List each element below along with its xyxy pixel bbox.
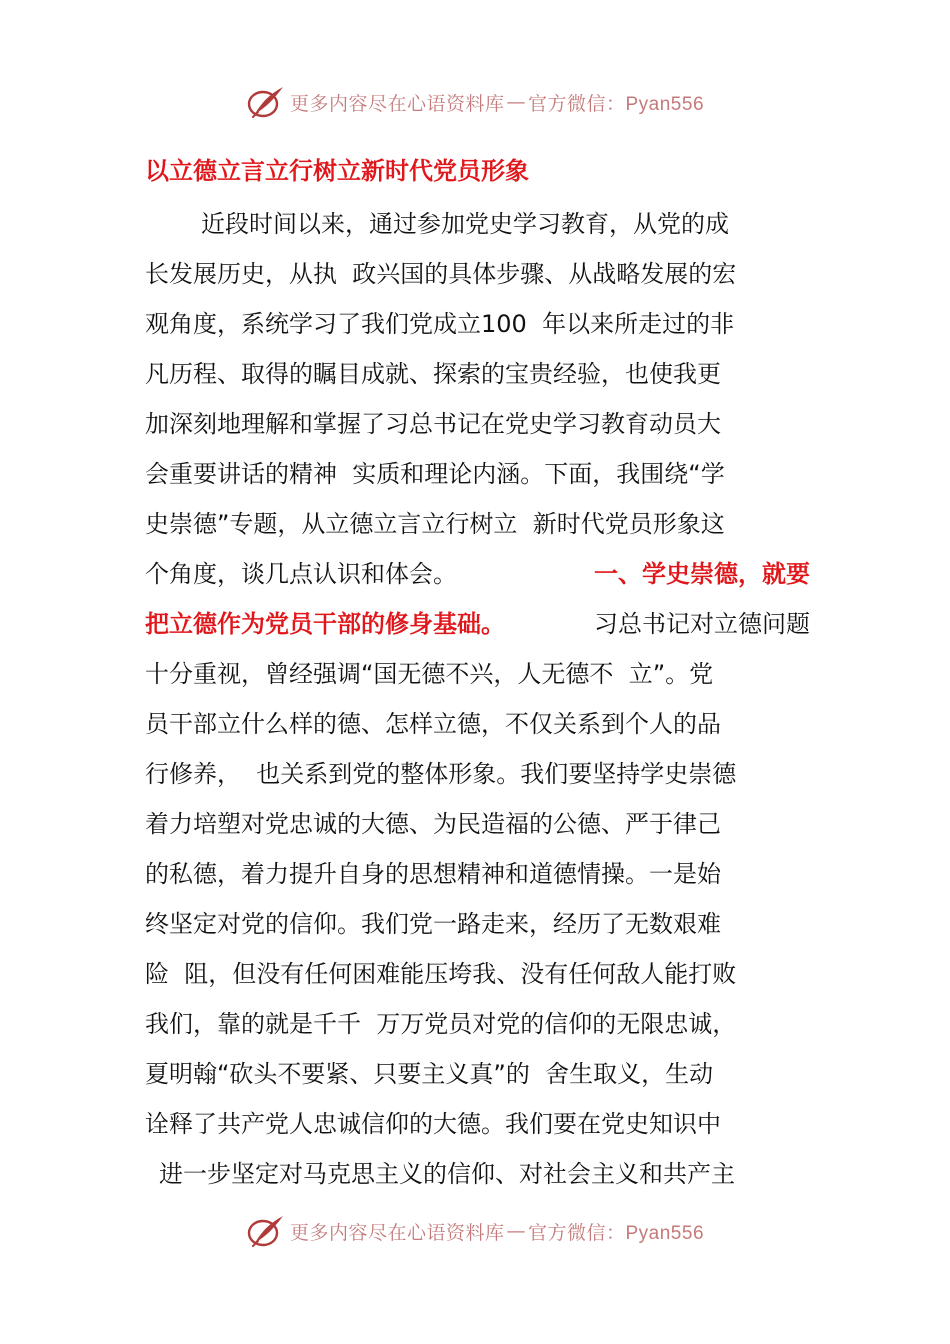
- watermark-footer: [0, 1211, 950, 1251]
- section-heading-text: 一、学史崇德，就要: [594, 560, 810, 588]
- quill-pen-logo-icon: [246, 1213, 286, 1249]
- body-text: 险 阻，但没有任何困难能压垮我、没有任何敌人能打败: [145, 960, 737, 988]
- body-text: 行修养， 也关系到党的整体形象。我们要坚持学史崇德: [145, 760, 737, 788]
- quill-pen-logo-icon: [246, 84, 286, 120]
- body-text: 加深刻地理解和掌握了习总书记在党史学习教育动员大: [145, 410, 721, 438]
- body-text: 十分重视，曾经强调“国无德不兴，人无德不 立”。党: [145, 660, 714, 688]
- body-text: 终坚定对党的信仰。我们党一路走来，经历了无数艰难: [145, 910, 721, 938]
- body-line: [145, 749, 810, 799]
- body-line: [145, 649, 810, 699]
- body-text: 长发展历史，从执 政兴国的具体步骤、从战略发展的宏: [145, 260, 737, 288]
- body-text: 我们，靠的就是千千 万万党员对党的信仰的无限忠诚，: [145, 1010, 737, 1038]
- body-text: 的私德，着力提升自身的思想精神和道德情操。一是始: [145, 860, 721, 888]
- body-text: 夏明翰“砍头不要紧、只要主义真”的 舍生取义，生动: [145, 1060, 714, 1088]
- body-text: 史崇德”专题，从立德立言立行树立 新时代党员形象这: [145, 510, 725, 538]
- body-line: [145, 1099, 810, 1149]
- body-line: [145, 349, 810, 399]
- watermark-header: [0, 82, 950, 122]
- body-text: 进一步坚定对马克思主义的信仰、对社会主义和共产主: [159, 1160, 735, 1188]
- body-line: [145, 199, 810, 249]
- body-line: [145, 799, 810, 849]
- section-heading-text: 把立德作为党员干部的修身基础。: [145, 610, 505, 638]
- body-line: [145, 549, 810, 599]
- body-line: [145, 449, 810, 499]
- body-line: [145, 1049, 810, 1099]
- body-text: 着力培塑对党忠诚的大德、为民造福的公德、严于律己: [145, 810, 721, 838]
- body-line: [145, 999, 810, 1049]
- watermark-separator: —: [506, 1220, 526, 1242]
- watermark-wechat-text: 官方微信：Pyan556: [528, 1222, 705, 1244]
- watermark-wechat-text: 官方微信：Pyan556: [528, 93, 705, 115]
- body-text: 会重要讲话的精神 实质和理论内涵。下面，我围绕“学: [145, 460, 725, 488]
- watermark-site-text: 更多内容尽在心语资料库: [289, 92, 505, 115]
- body-text: 凡历程、取得的瞩目成就、探索的宝贵经验，也使我更: [145, 360, 721, 388]
- body-line: [145, 699, 810, 749]
- article-title: 以立德立言立行树立新时代党员形象: [145, 157, 529, 185]
- watermark-separator: —: [506, 91, 526, 113]
- body-line: [145, 299, 810, 349]
- body-text: 个角度，谈几点认识和体会。: [145, 560, 457, 588]
- watermark-site-text: 更多内容尽在心语资料库: [289, 1221, 505, 1244]
- body-line: [145, 949, 810, 999]
- body-text: 习总书记对立德问题: [594, 610, 810, 638]
- body-line: [145, 849, 810, 899]
- body-line: [145, 499, 810, 549]
- body-text: 诠释了共产党人忠诚信仰的大德。我们要在党史知识中: [145, 1110, 721, 1138]
- body-text: 观角度，系统学习了我们党成立100 年以来所走过的非: [145, 310, 735, 338]
- article-body: [145, 199, 810, 1199]
- body-line: [145, 899, 810, 949]
- body-text: 近段时间以来，通过参加党史学习教育，从党的成: [201, 210, 729, 238]
- body-line: [145, 249, 810, 299]
- body-text: 员干部立什么样的德、怎样立德，不仅关系到个人的品: [145, 710, 721, 738]
- body-line: [145, 599, 810, 649]
- body-line: [145, 399, 810, 449]
- body-line: [145, 1149, 810, 1199]
